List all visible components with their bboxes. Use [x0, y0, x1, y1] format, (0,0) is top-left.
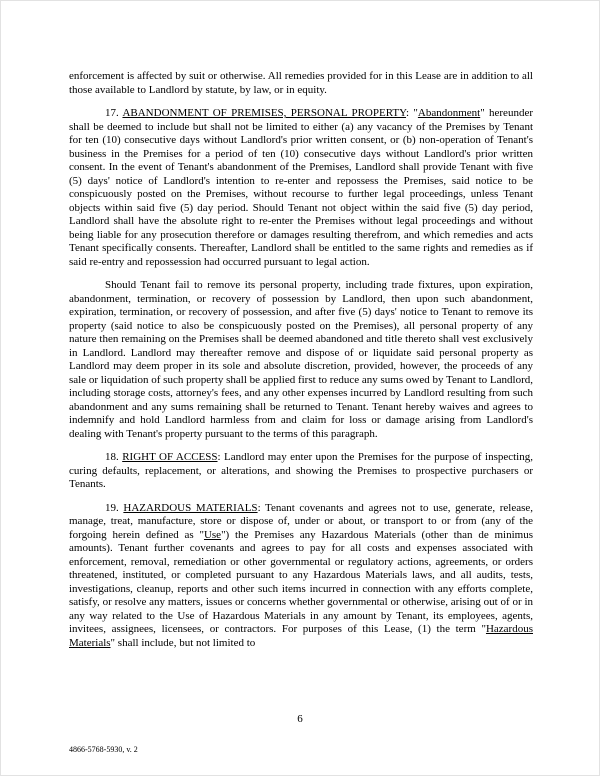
- text-run: 19.: [105, 501, 124, 514]
- paragraph: [69, 451, 533, 492]
- underlined-term: ABANDONMENT OF PREMISES, PERSONAL PROPERTY: [122, 107, 407, 119]
- page-number: 6: [297, 713, 303, 725]
- underlined-term: Hazardous Materials: [69, 623, 533, 649]
- text-run: 18.: [105, 451, 123, 463]
- underlined-term: RIGHT OF ACCESS: [122, 451, 218, 463]
- text-run: Should Tenant fail to remove its personal property, including trade fixtures, upon expiration, abandonment, termination, or recovery of possession by Landlord, then upon such abandonment, expiration, termination, or recovery of possession, and after five (5) days' notice to Tenant to remove its property (said notice to also be conspicuously posted on the Premises), all personal property of any nature then remaining on the Premises shall be deemed abandoned and title thereto shall vest exclusively in Landlord. Landlord may thereafter remove and dispose of or liquidate said personal property as Landlord may deem proper in its sole and absolute discretion, provided, however, the proceeds of any sale or liquidation of such property shall be applied first to reduce any sums owed by Tenant to Landlord, including storage costs, attorney's fees, and any other expenses incurred by Landlord resulting from such abandonment and any sums remaining shall be returned to Tenant. Tenant hereby waives and agrees to indemnify and hold Landlord harmless from and claim for loss or damage arising from Landlord's dealing with Tenant's property pursuant to the terms of this paragraph.: [69, 279, 533, 440]
- footer-document-id: 4866-5768-5930, v. 2: [69, 745, 138, 754]
- text-run: " shall include, but not limited to: [110, 636, 256, 649]
- paragraph: [69, 279, 533, 441]
- paragraph: [69, 107, 533, 269]
- document-body: [69, 70, 533, 660]
- text-run: : ": [406, 107, 418, 119]
- underlined-term: HAZARDOUS MATERIALS: [123, 501, 258, 514]
- underlined-term: Abandonment: [417, 107, 481, 119]
- text-run: ") the Premises any Hazardous Materials (other than de minimus amounts). Tenant further covenants and agrees to pay for all costs and expenses associated with enforcement, removal, remediation or other governmental or regulatory actions, agreements, or orders threatened, instituted, or completed pursuant to any Hazardous Materials laws, and all audits, tests, investigations, cleanup, reports and other such items incurred in connection with any efforts complete, satisfy, or resolve any matters, issues or concerns whether governmental or otherwise, arising out of or in any way related to the Use of Hazardous Materials in any amount by Tenant, its employees, agents, invitees, assignees, licensees, or contractors. For purposes of this Lease, (1) the term ": [69, 528, 533, 635]
- text-run: " hereunder shall be deemed to include but shall not be limited to either (a) any vacancy of the Premises by Tenant for ten (10) consecutive days without Landlord's prior written consent, or (b) non-operation of Tenant's business in the Premises for a period of ten (10) consecutive days without Landlord's prior written consent. In the event of Tenant's abandonment of the Premises, Landlord shall provide Tenant with five (5) days' notice of Landlord's intention to re-enter and repossess the Premises, said notice to be conspicuously posted on the Premises, without recourse to further legal proceedings, unless Tenant objects within said five (5) day period. Should Tenant not object within the said five (5) day period, Landlord shall have the absolute right to re-enter the Premises without legal proceedings and without being liable for any prosecution therefore or damages resulting therefrom, and which remedies and acts Tenant specifically consents. Thereafter, Landlord shall be entitled to the same rights and remedies as if said re-entry and repossession had occurred pursuant to legal action.: [69, 107, 533, 268]
- paragraph: [69, 502, 533, 651]
- underlined-term: Use: [203, 528, 222, 541]
- text-run: : Landlord may enter upon the Premises for the purpose of inspecting, curing defaults, replacement, or alterations, and showing the Premises to prospective purchasers or Tenants.: [69, 451, 533, 490]
- paragraph: [69, 70, 533, 97]
- text-run: enforcement is affected by suit or otherwise. All remedies provided for in this Lease are in addition to all those available to Landlord by statute, by law, or in equity.: [69, 70, 533, 96]
- text-run: 17.: [105, 107, 123, 119]
- text-run: : Tenant covenants and agrees not to use, generate, release, manage, treat, manufacture, store or dispose of, under or about, or transport to or from (any of the forgoing herein defined as ": [69, 501, 534, 541]
